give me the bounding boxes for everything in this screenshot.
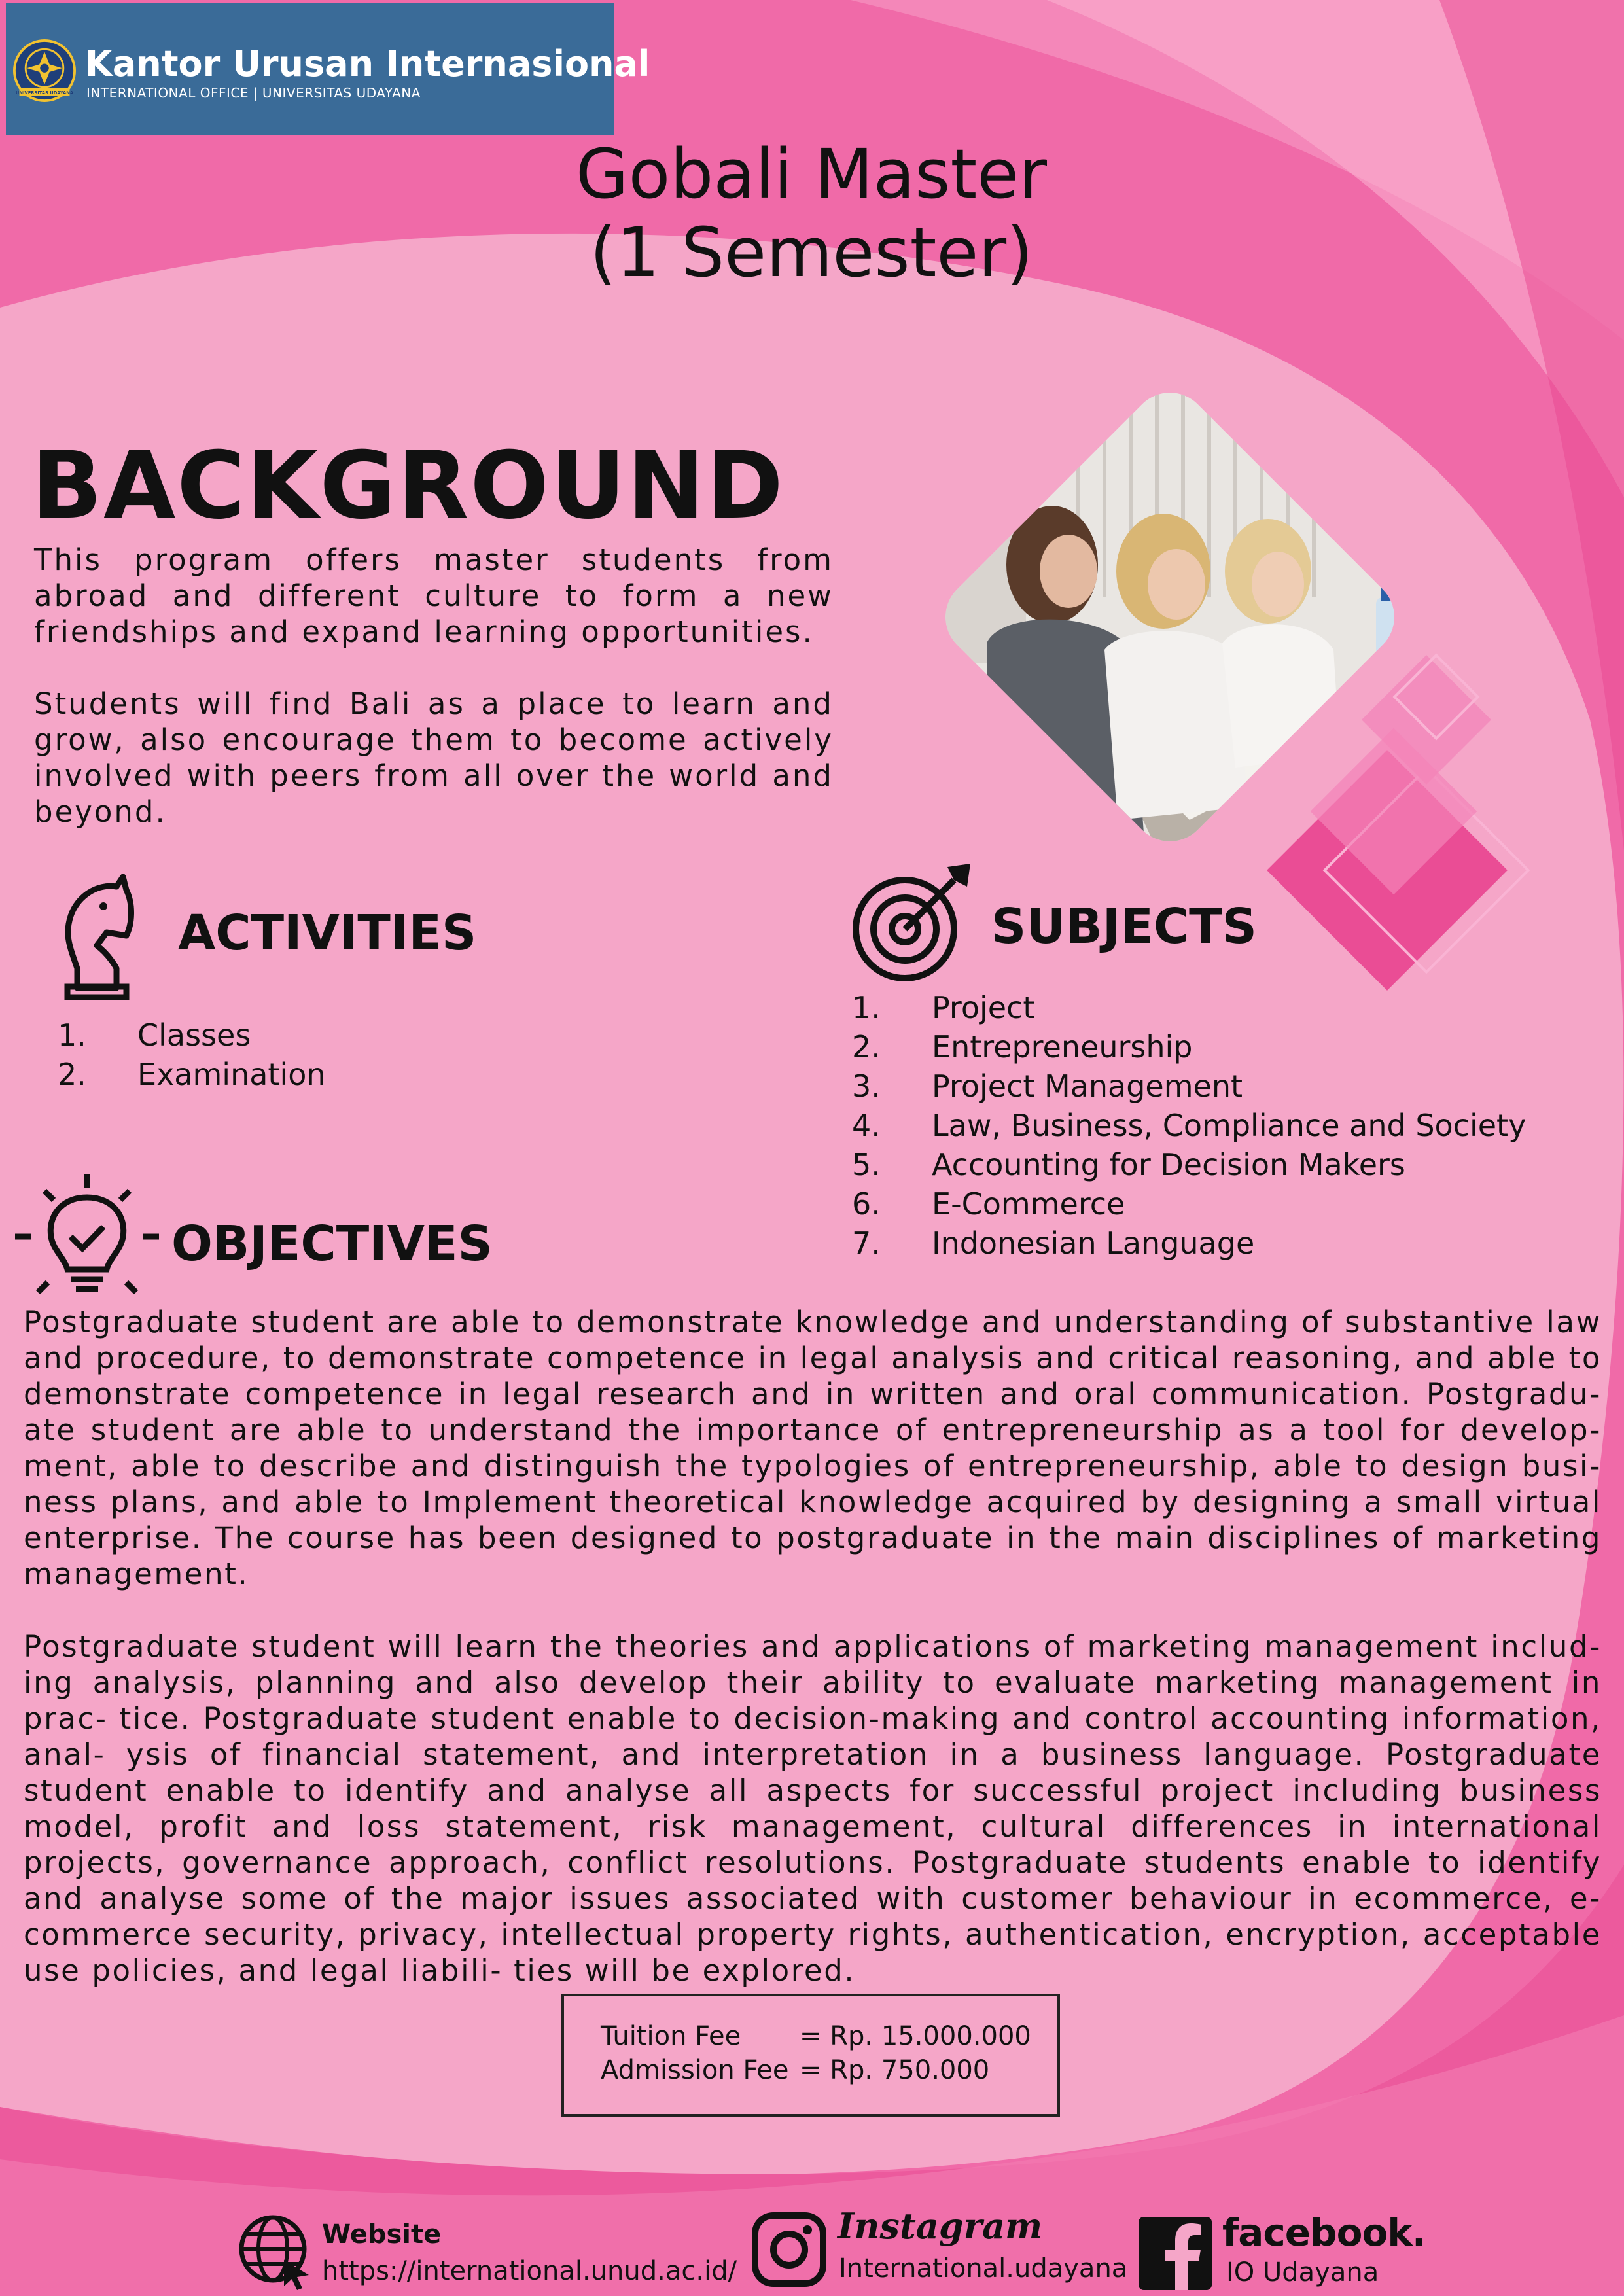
admission-fee-label: Admission Fee [601,2055,789,2085]
fee-box [561,1994,1060,2117]
list-item: 7. Indonesian Language [852,1226,1255,1261]
background-paragraph-1: This program offers master students from abroad and different culture to form a new friendships and expand learning opportunities. [34,542,834,649]
subjects-list [852,988,1526,1263]
facebook-icon[interactable] [1139,2217,1212,2290]
list-item: 1. Classes [58,1017,251,1053]
chess-knight-icon [51,870,143,1001]
list-item: 1. Project [852,990,1035,1025]
list-item: 5. Accounting for Decision Makers [852,1147,1405,1182]
org-subtitle: INTERNATIONAL OFFICE | UNIVERSITAS UDAYANA [86,85,421,101]
university-seal-icon [13,39,76,102]
page-title-line1: Gobali Master [576,134,1047,214]
org-name: Kantor Urusan Internasional [85,43,650,84]
students-classroom-photo [882,336,1458,905]
facebook-handle[interactable]: IO Udayana [1226,2257,1379,2287]
objectives-heading: OBJECTIVES [171,1216,493,1272]
admission-fee-value: = Rp. 750.000 [800,2055,990,2085]
seal-text: UNIVERSITAS UDAYANA [15,90,74,96]
instagram-handle[interactable]: International.udayana [839,2253,1128,2284]
list-item: 6. E-Commerce [852,1186,1125,1222]
activities-list [58,1016,326,1094]
lightbulb-check-icon [12,1171,162,1302]
subjects-heading: SUBJECTS [991,898,1257,955]
activities-heading: ACTIVITIES [178,905,477,961]
instagram-label: Instagram [838,2205,1043,2247]
background-heading: BACKGROUND [31,432,785,540]
tuition-fee-label: Tuition Fee [601,2021,741,2051]
instagram-icon[interactable] [751,2212,827,2287]
list-item: 4. Law, Business, Compliance and Society [852,1108,1527,1143]
page-title-line2: (1 Semester) [590,213,1033,292]
list-item: 2. Entrepreneurship [852,1029,1193,1065]
globe-icon [237,2213,315,2291]
website-label: Website [322,2219,442,2250]
tuition-fee-row [601,2021,1031,2051]
admission-fee-row [601,2055,989,2085]
background-paragraph-2: Students will find Bali as a place to learn and grow, also encourage them to become actively involved with peers from all over the world and beyond. [34,686,834,829]
tuition-fee-value: = Rp. 15.000.000 [800,2021,1031,2051]
list-item: 2. Examination [58,1057,326,1092]
objectives-paragraph-1: Postgraduate student are able to demonstrate knowledge and understanding of substantive law and procedure, to demonstrate competence in legal analysis and critical reasoning, and able to demonstrate competence in legal research and in written and oral communication. Postgradu- ate student are able to understand the importance of entrepreneurship as a tool for develop- ment, able to describe and distinguish the typologies of entrepreneurship, able to design busi- ness plans, and able to Implement theoretical knowledge acquired by designing a small virtual enterprise. The course has been designed to postgraduate in the main disciplines of marketing management. [24,1305,1602,1591]
target-icon [849,860,974,985]
objectives-paragraph-2: Postgraduate student will learn the theories and applications of marketing management includ- ing analysis, planning and also develop their ability to evaluate marketing management in prac- tice. Postgraduate student enable to decision-making and control accounting information, anal- ysis of financial statement, and interpretation in a business language. Postgraduate student enable to identify and analyse all aspects for successful project including business model, profit and loss statement, risk management, cultural differences in international projects, governance approach, conflict resolutions. Postgraduate students enable to identify and analyse some of the major issues associated with customer behaviour in ecommerce, e-commerce security, privacy, intellectual property rights, authentication, encryption, acceptable use policies, and legal liabili- ties will be explored. [24,1629,1602,1988]
list-item: 3. Project Management [852,1069,1243,1104]
facebook-label: facebook. [1222,2210,1426,2255]
website-link[interactable]: https://international.unud.ac.id/ [322,2256,737,2286]
